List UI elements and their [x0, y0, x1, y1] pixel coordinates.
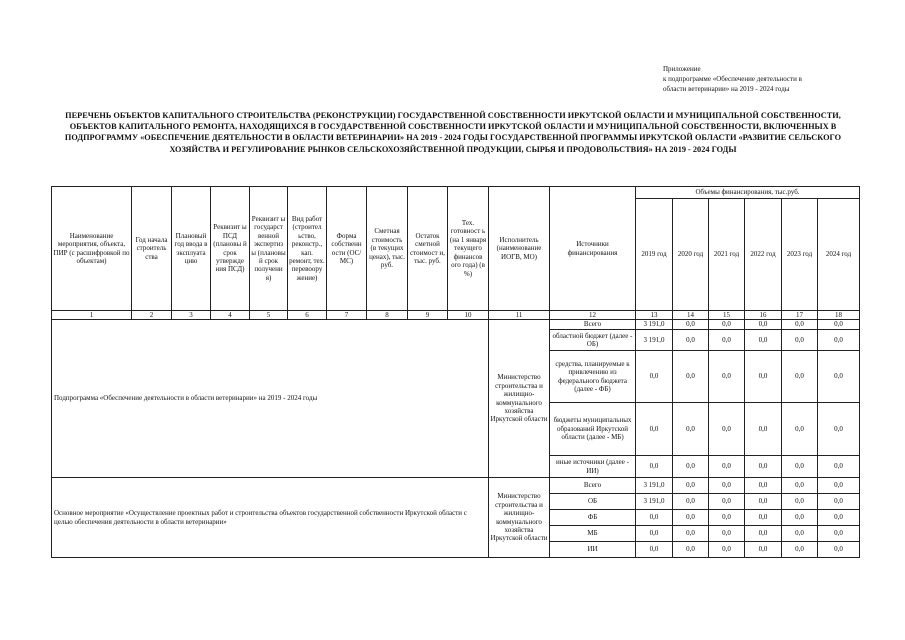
header-work-type: Вид работ (строител ьство, реконстр., кап. ремонт, тех. перевоору жение)	[288, 187, 327, 311]
value-cell: 0,0	[673, 494, 709, 510]
value-cell: 0,0	[636, 510, 673, 526]
value-cell: 0,0	[745, 494, 782, 510]
appendix-line-3: области ветеринарии» на 2019 - 2024 годы	[663, 85, 790, 93]
column-number: 17	[782, 311, 818, 320]
value-cell: 0,0	[745, 351, 782, 403]
column-number: 2	[132, 311, 172, 320]
value-cell: 0,0	[673, 456, 709, 478]
value-cell: 0,0	[709, 330, 745, 351]
document-title: ПЕРЕЧЕНЬ ОБЪЕКТОВ КАПИТАЛЬНОГО СТРОИТЕЛЬСТВА (РЕКОНСТРУКЦИИ) ГОСУДАРСТВЕННОЙ СОБСТВЕННОСТИ ИРКУТСКОЙ ОБЛАСТИ И МУНИЦИПАЛЬНОЙ СОБСТВЕННОСТИ, ОБЪЕКТОВ КАПИТАЛЬНОГО РЕМОНТА, НАХОДЯЩИХСЯ В ГОСУДАРСТВЕННОЙ СОБСТВЕННОСТИ ИРКУТСКОЙ ОБЛАСТИ И МУНИЦИПАЛЬНОЙ СОБСТВЕННОСТИ, ВКЛЮЧЕННЫХ В ПОДПРОГРАММУ «ОБЕСПЕЧЕНИЕ ДЕЯТЕЛЬНОСТИ В ОБЛАСТИ ВЕТЕРИНАРИИ» НА 2019 - 2024 ГОДЫ ГОСУДАРСТВЕННОЙ ПРОГРАММЫ ИРКУТСКОЙ ОБЛАСТИ «РАЗВИТИЕ СЕЛЬСКОГО ХОЗЯЙСТВА И РЕГУЛИРОВАНИЕ РЫНКОВ СЕЛЬСКОХОЗЯЙСТВЕННОЙ ПРОДУКЦИИ, СЫРЬЯ И ПРОДОВОЛЬСТВИЯ» НА 2019 - 2024 ГОДЫ	[64, 111, 842, 154]
column-number-row	[52, 311, 860, 320]
value-cell: 0,0	[636, 456, 673, 478]
value-cell: 0,0	[782, 456, 818, 478]
value-cell: 0,0	[673, 526, 709, 542]
value-cell: 0,0	[673, 542, 709, 558]
value-cell: 0,0	[782, 494, 818, 510]
value-cell: 0,0	[709, 478, 745, 494]
source-cell: МБ	[550, 526, 636, 542]
value-cell: 0,0	[745, 478, 782, 494]
column-number: 18	[818, 311, 860, 320]
column-number: 8	[367, 311, 408, 320]
value-cell: 3 191,0	[636, 320, 673, 330]
value-cell: 0,0	[745, 456, 782, 478]
value-cell: 0,0	[782, 351, 818, 403]
value-cell: 0,0	[673, 351, 709, 403]
value-cell: 0,0	[818, 510, 860, 526]
column-number: 13	[636, 311, 673, 320]
value-cell: 0,0	[745, 542, 782, 558]
column-number: 12	[550, 311, 636, 320]
appendix-note	[663, 64, 868, 94]
executor-cell: Министерство строительства и жилищно-коммунального хозяйства Иркутской области	[489, 320, 550, 478]
source-cell: Всего	[550, 478, 636, 494]
value-cell: 0,0	[673, 403, 709, 456]
value-cell: 0,0	[818, 351, 860, 403]
header-year: 2019 год	[636, 199, 673, 311]
value-cell: 0,0	[782, 403, 818, 456]
value-cell: 0,0	[745, 320, 782, 330]
header-remainder: Остаток сметной стоимост и, тыс. руб.	[408, 187, 448, 311]
value-cell: 0,0	[709, 403, 745, 456]
column-number: 10	[448, 311, 489, 320]
column-number: 4	[211, 311, 250, 320]
value-cell: 0,0	[636, 542, 673, 558]
executor-cell: Министерство строительства и жилищно-коммунального хозяйства Иркутской области	[489, 478, 550, 558]
source-cell: ОБ	[550, 494, 636, 510]
source-cell: Всего	[550, 320, 636, 330]
column-number: 16	[745, 311, 782, 320]
value-cell: 0,0	[818, 526, 860, 542]
value-cell: 0,0	[818, 320, 860, 330]
value-cell: 0,0	[745, 526, 782, 542]
source-cell: бюджеты муниципальных образований Иркутской области (далее - МБ)	[550, 403, 636, 456]
value-cell: 0,0	[818, 403, 860, 456]
value-cell: 3 191,0	[636, 478, 673, 494]
value-cell: 0,0	[709, 542, 745, 558]
value-cell: 0,0	[818, 330, 860, 351]
column-number: 6	[288, 311, 327, 320]
header-start-year: Год начала строитель ства	[132, 187, 172, 311]
value-cell: 0,0	[709, 526, 745, 542]
header-estimate: Сметная стоимость (в текущих ценах), тыс. руб.	[367, 187, 408, 311]
value-cell: 0,0	[636, 403, 673, 456]
source-cell: иные источники (далее - ИИ)	[550, 456, 636, 478]
value-cell: 0,0	[782, 330, 818, 351]
header-readiness: Тех. готовност ь (на 1 января текущего финансов ого года) (в %)	[448, 187, 489, 311]
header-psd: Реквизит ы ПСД (плановы й срок утвержде ния ПСД)	[211, 187, 250, 311]
source-cell: средства, планируемые к привлечению из федерального бюджета (далее - ФБ)	[550, 351, 636, 403]
table-row	[52, 320, 860, 330]
header-sources: Источники финансирования	[550, 187, 636, 311]
value-cell: 0,0	[636, 526, 673, 542]
appendix-line-1: Приложение	[663, 65, 701, 73]
source-cell: ФБ	[550, 510, 636, 526]
header-executor: Исполнитель (наименование ИОГВ, МО)	[489, 187, 550, 311]
value-cell: 0,0	[782, 526, 818, 542]
value-cell: 0,0	[782, 510, 818, 526]
value-cell: 0,0	[673, 330, 709, 351]
value-cell: 0,0	[709, 494, 745, 510]
value-cell: 0,0	[745, 510, 782, 526]
value-cell: 0,0	[818, 478, 860, 494]
table-row	[52, 478, 860, 494]
value-cell: 3 191,0	[636, 330, 673, 351]
objects-table	[51, 186, 860, 558]
column-number: 15	[709, 311, 745, 320]
value-cell: 0,0	[709, 351, 745, 403]
header-funding-group: Объемы финансирования, тыс.руб.	[636, 187, 860, 199]
value-cell: 0,0	[673, 320, 709, 330]
header-year: 2023 год	[782, 199, 818, 311]
appendix-line-2: к подпрограмме «Обеспечение деятельности в	[663, 75, 802, 83]
column-number: 3	[172, 311, 211, 320]
header-year: 2020 год	[673, 199, 709, 311]
value-cell: 0,0	[745, 403, 782, 456]
header-row-group	[52, 187, 860, 199]
value-cell: 0,0	[782, 542, 818, 558]
value-cell: 0,0	[782, 320, 818, 330]
source-cell: ИИ	[550, 542, 636, 558]
value-cell: 0,0	[709, 456, 745, 478]
column-number: 9	[408, 311, 448, 320]
value-cell: 0,0	[745, 330, 782, 351]
value-cell: 3 191,0	[636, 494, 673, 510]
column-number: 14	[673, 311, 709, 320]
column-number: 7	[327, 311, 367, 320]
column-number: 5	[250, 311, 288, 320]
header-plan-year: Плановый год ввода в эксплуата цию	[172, 187, 211, 311]
header-name: Наименование мероприятия, объекта, ПИР (с расшифровкой по объектам)	[52, 187, 132, 311]
value-cell: 0,0	[636, 351, 673, 403]
value-cell: 0,0	[709, 510, 745, 526]
column-number: 11	[489, 311, 550, 320]
value-cell: 0,0	[673, 510, 709, 526]
header-expertise: Реквизит ы государст венной экспертиз ы (плановы й срок получени я)	[250, 187, 288, 311]
header-ownership: Форма собственн ости (ОС/МС)	[327, 187, 367, 311]
value-cell: 0,0	[673, 478, 709, 494]
header-year: 2022 год	[745, 199, 782, 311]
subprogram-name: Подпрограмма «Обеспечение деятельности в области ветеринарии» на 2019 - 2024 годы	[52, 320, 489, 478]
value-cell: 0,0	[782, 478, 818, 494]
header-year: 2021 год	[709, 199, 745, 311]
value-cell: 0,0	[818, 456, 860, 478]
source-cell: областной бюджет (далее - ОБ)	[550, 330, 636, 351]
value-cell: 0,0	[709, 320, 745, 330]
main-activity-name: Основное мероприятие «Осуществление проектных работ и строительства объектов государственной собственности Иркутской области с целью обеспечения деятельности в области ветеринарии»	[52, 478, 489, 558]
value-cell: 0,0	[818, 494, 860, 510]
column-number: 1	[52, 311, 132, 320]
header-year: 2024 год	[818, 199, 860, 311]
value-cell: 0,0	[818, 542, 860, 558]
